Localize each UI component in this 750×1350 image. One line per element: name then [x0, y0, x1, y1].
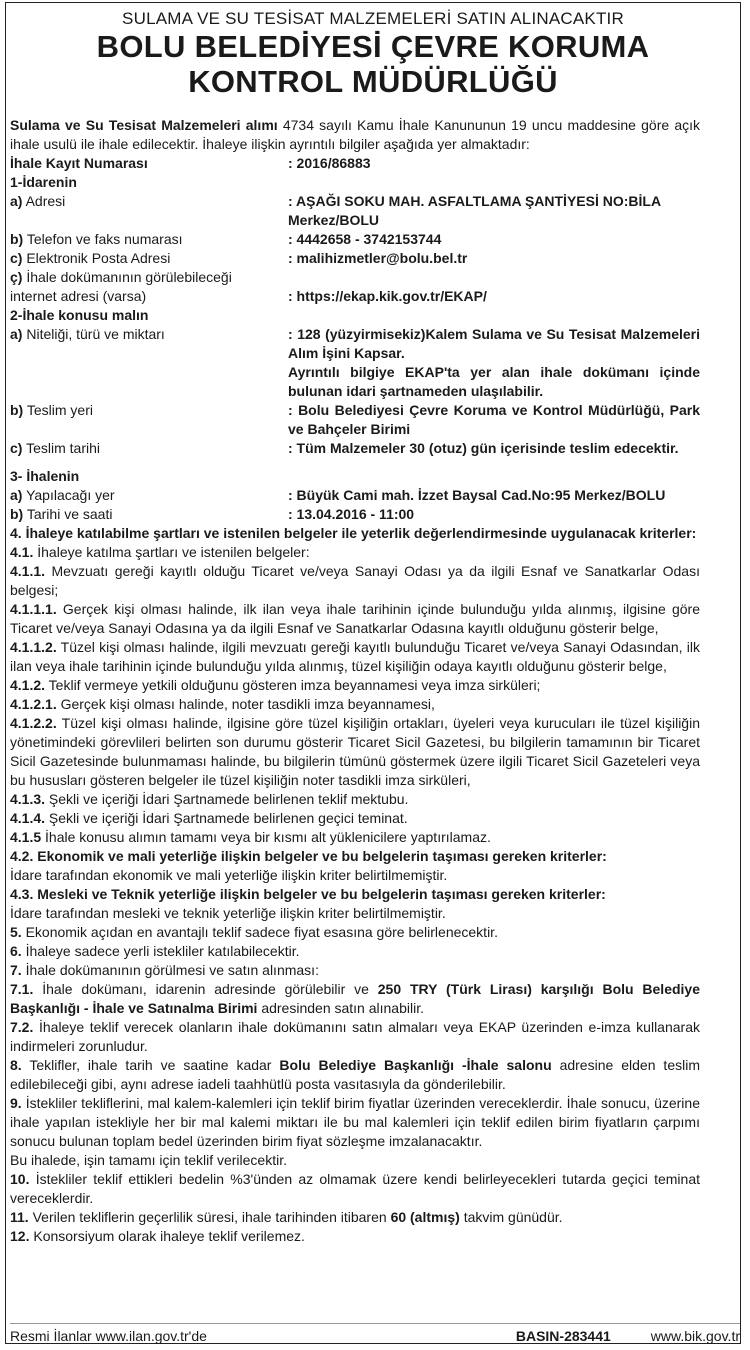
para-4-1-2-1 — [10, 695, 700, 714]
sec1-b-value: : 4442658 - 3742153744 — [288, 231, 442, 247]
para-8-text1: Teklifler, ihale tarih ve saatine kadar — [21, 1057, 280, 1073]
para-12-key: 12. — [10, 1228, 30, 1244]
para-4-1-2-1-text: Gerçek kişi olması halinde, noter tasdikli imza beyannamesi, — [56, 696, 435, 712]
sec2-c-row — [10, 439, 700, 458]
para-4-2-heading: 4.2. Ekonomik ve mali yeterliğe ilişkin belgeler ve bu belgelerin taşıması gereken kriterler: — [10, 848, 607, 864]
para-4-1-3-key: 4.1.3. — [10, 791, 46, 807]
para-4-1-2-1-key: 4.1.2.1. — [10, 696, 57, 712]
sec2-b-row — [10, 401, 700, 439]
para-4-1 — [10, 543, 700, 562]
para-11-key: 11. — [10, 1209, 29, 1225]
para-4-1-3-text: Şekli ve içeriği İdari Şartnamede belirlenen teklif mektubu. — [45, 791, 409, 807]
sec3-a-row — [10, 486, 700, 505]
para-4-1-key: 4.1. — [10, 544, 34, 560]
para-7-2 — [10, 1018, 700, 1056]
para-4-1-1-1-key: 4.1.1.1. — [10, 601, 57, 617]
para-7-key: 7. — [10, 962, 22, 978]
section2-title: 2-İhale konusu malın — [10, 307, 149, 323]
para-11-text1: Verilen tekliflerin geçerlilik süresi, ihale tarihinden itibaren — [28, 1209, 391, 1225]
sec1-a-label: Adresi — [22, 193, 66, 209]
sec2-c-key: c) — [10, 440, 23, 456]
sec2-a-row — [10, 325, 700, 401]
para-11 — [10, 1208, 700, 1227]
sec3-a-label: Yapılacağı yer — [22, 487, 115, 503]
sec2-a-value1: : 128 (yüzyirmisekiz)Kalem Sulama ve Su Tesisat Malzemeleri Alım İşini Kapsar. — [288, 326, 700, 361]
para-12-text: Konsorsiyum olarak ihaleye teklif verilemez. — [29, 1228, 305, 1244]
sec3-b-label: Tarihi ve saati — [23, 506, 113, 522]
section4-title: 4. İhaleye katılabilme şartları ve istenilen belgeler ile yeterlik değerlendirmesinde uygulanacak kriterler: — [10, 525, 697, 541]
para-8-text2: adresine elden teslim edilebileceği gibi, aynı adrese iadeli taahhütlü posta vasıtasıyla da gönderilebilir. — [10, 1057, 700, 1092]
para-8-key: 8. — [10, 1057, 22, 1073]
para-4-2-text: İdare tarafından ekonomik ve mali yeterliğe ilişkin kriter belirtilmemiştir. — [10, 867, 448, 883]
sec2-c-value: : Tüm Malzemeler 30 (otuz) gün içerisinde teslim edecektir. — [288, 440, 679, 456]
para-4-1-1-2-text: Tüzel kişi olması halinde, ilgili mevzuatı gereği kayıtlı bulunduğu Ticaret ve/veya Sanayi Odasından, ilk ilan veya ihale tarihinin içinde bulunduğu yılda alınmış, tüzel kişiliğin odaya kayıtlı olduğunu gösterir belge, — [10, 639, 700, 674]
para-6-key: 6. — [10, 943, 22, 959]
para-4-1-2-key: 4.1.2. — [10, 677, 46, 693]
para-12 — [10, 1227, 700, 1246]
para-10-key: 10. — [10, 1171, 30, 1187]
para-4-1-5-key: 4.1.5 — [10, 829, 42, 845]
sec1-d-key: ç) — [10, 269, 23, 285]
sec1-d-label1: İhale dokümanının görülebileceği — [22, 269, 232, 285]
sec1-c-label: Elektronik Posta Adresi — [22, 250, 171, 266]
para-4-1-text: İhaleye katılma şartları ve istenilen belgeler: — [33, 544, 310, 560]
para-4-1-1-text: Mevzuatı gereği kayıtlı olduğu Ticaret ve/veya Sanayi Odası ya da ilgili Esnaf ve Sanatkarlar Odası belgesi; — [10, 563, 700, 598]
para-11-text2: takvim günüdür. — [459, 1209, 563, 1225]
notice-header — [6, 9, 740, 99]
sec2-a-value2: Ayrıntılı bilgiye EKAP'ta yer alan ihale dokümanı içinde bulunan idari şartnameden ulaşılabilir. — [288, 364, 700, 399]
para-4-1-2-text: Teklif vermeye yetkili olduğunu gösteren imza beyannamesi veya imza sirküleri; — [45, 677, 541, 693]
para-4-1-2-2 — [10, 714, 700, 790]
para-4-1-2-2-key: 4.1.2.2. — [10, 715, 57, 731]
notice-title-line1: BOLU BELEDİYESİ ÇEVRE KORUMA — [96, 29, 650, 64]
sec1-b-label: Telefon ve faks numarası — [23, 231, 183, 247]
para-9-note: Bu ihalede, işin tamamı için teklif verilecektir. — [10, 1152, 287, 1168]
sec1-b-key: b) — [10, 231, 24, 247]
sec2-b-value: : Bolu Belediyesi Çevre Koruma ve Kontrol Müdürlüğü, Park ve Bahçeler Birimi — [288, 402, 700, 437]
para-7-1-key: 7.1. — [10, 981, 34, 997]
footer-basin-code: BASIN-283441 — [515, 1328, 611, 1344]
para-4-1-4-key: 4.1.4. — [10, 810, 46, 826]
para-4-1-5-text: İhale konusu alımın tamamı veya bir kısmı alt yüklenicilere yaptırılamaz. — [41, 829, 491, 845]
sec2-b-label: Teslim yeri — [23, 402, 93, 418]
sec2-b-key: b) — [10, 402, 24, 418]
sec3-b-value: : 13.04.2016 - 11:00 — [288, 506, 415, 522]
sec1-d-value: : https://ekap.kik.gov.tr/EKAP/ — [288, 288, 487, 304]
para-7-1-text1: İhale dokümanı, idarenin adresinde görülebilir ve — [33, 981, 378, 997]
para-9 — [10, 1094, 700, 1151]
sec1-d-row — [10, 268, 700, 306]
para-4-3-text: İdare tarafından mesleki ve teknik yeterliğe ilişkin kriter belirtilmemiştir. — [10, 905, 446, 921]
section3-title: 3- İhalenin — [10, 468, 80, 484]
notice-body — [10, 116, 700, 1246]
para-9-text: İstekliler tekliflerini, mal kalem-kalemleri için teklif birim fiyatlar üzerinden vereceklerdir. İhale sonucu, üzerine ihale yapılan istekliyle her bir mal kalemi miktarı ile bu mal kalemleri için teklif edilen birim fiyatların çarpımı sonucu bulunan toplam bedel üzerinden birim fiyat sözleşme imzalanacaktır. — [10, 1095, 700, 1149]
para-4-1-2 — [10, 676, 700, 695]
sec2-c-label: Teslim tarihi — [22, 440, 100, 456]
notice-footer — [10, 1323, 740, 1344]
section1-title: 1-İdarenin — [10, 174, 77, 190]
para-4-1-4-text: Şekli ve içeriği İdari Şartnamede belirlenen geçici teminat. — [45, 810, 408, 826]
sec3-b-key: b) — [10, 506, 24, 522]
intro-text: 4734 sayılı Kamu İhale Kanununun 19 uncu maddesine göre açık ihale usulü ile ihale edilecektir. İhaleye ilişkin ayrıntılı bilgiler aşağıda yer almaktadır: — [10, 117, 700, 152]
para-4-1-1-2 — [10, 638, 700, 676]
kayit-row — [10, 154, 700, 173]
para-7 — [10, 961, 700, 980]
para-4-3-heading: 4.3. Mesleki ve Teknik yeterliğe ilişkin belgeler ve bu belgelerin taşıması gereken kriterler: — [10, 886, 606, 902]
para-7-1-bold: 250 TRY (Türk Lirası) karşılığı Bolu Belediye Başkanlığı - İhale ve Satınalma Birimi — [10, 981, 700, 1016]
sec1-d-label2: internet adresi (varsa) — [10, 288, 147, 304]
para-4-1-5 — [10, 828, 700, 847]
para-7-1 — [10, 980, 700, 1018]
para-4-1-1-1-text: Gerçek kişi olması halinde, ilk ilan veya ihale tarihinin içinde bulunduğu yılda alınmış, ilgisine göre Ticaret ve/veya Sanayi Odasına ya da ilgili Esnaf ve Sanatkarlar Odasına kayıtlı olduğunu gösterir belge, — [10, 601, 700, 636]
para-10 — [10, 1170, 700, 1208]
para-6-text: İhaleye sadece yerli istekliler katılabilecektir. — [21, 943, 300, 959]
para-11-bold: 60 (altmış) — [390, 1209, 460, 1225]
para-4-1-3 — [10, 790, 700, 809]
sec1-c-key: c) — [10, 250, 23, 266]
para-10-text: İstekliler teklif ettikleri bedelin %3'ünden az olmamak üzere kendi belirleyecekleri tutarda geçici teminat vereceklerdir. — [10, 1171, 700, 1206]
sec3-b-row — [10, 505, 700, 524]
para-5-key: 5. — [10, 924, 22, 940]
intro-paragraph — [10, 116, 700, 154]
sec1-a-row — [10, 192, 700, 230]
para-4-1-1-1 — [10, 600, 700, 638]
para-7-2-key: 7.2. — [10, 1019, 34, 1035]
notice-supertitle: SULAMA VE SU TESİSAT MALZEMELERİ SATIN ALINACAKTIR — [122, 9, 624, 28]
sec2-a-label: Niteliği, türü ve miktarı — [22, 326, 165, 342]
sec1-a-key: a) — [10, 193, 23, 209]
para-5-text: Ekonomik açıdan en avantajlı teklif sadece fiyat esasına göre belirlenecektir. — [21, 924, 498, 940]
para-9-key: 9. — [10, 1095, 22, 1111]
para-4-1-2-2-text: Tüzel kişi olması halinde, ilgisine göre tüzel kişiliğin ortakları, üyeleri veya kurucuları ile tüzel kişiliğin yönetimindeki görevlileri belirten son durumu gösterir Ticaret Sicil Gazetesi, bu bilgilerin tamamının bir Ticaret Sicil Gazetesinde bulunmaması halinde, bu bilgilerin tümünü göstermek üzere ilgili Ticaret Sicil Gazeteleri veya bu hususları gösteren belgeler ile tüzel kişiliğin noter tasdikli imza sirküleri, — [10, 715, 700, 788]
sec1-c-value: : malihizmetler@bolu.bel.tr — [288, 250, 468, 266]
para-4-1-1-key: 4.1.1. — [10, 563, 46, 579]
para-7-1-text2: adresinden satın alınabilir. — [257, 1000, 424, 1016]
sec3-a-key: a) — [10, 487, 23, 503]
para-8-bold: Bolu Belediye Başkanlığı -İhale salonu — [279, 1057, 552, 1073]
para-8 — [10, 1056, 700, 1094]
sec2-a-key: a) — [10, 326, 23, 342]
sec1-c-row — [10, 249, 700, 268]
para-4-1-1-2-key: 4.1.1.2. — [10, 639, 57, 655]
footer-right: www.bik.gov.tr — [650, 1328, 740, 1344]
para-7-2-text: İhaleye teklif verecek olanların ihale dokümanını satın almaları veya EKAP üzerinden e-imza kullanarak indirmeleri zorunludur. — [10, 1019, 700, 1054]
para-6 — [10, 942, 700, 961]
kayit-value: : 2016/86883 — [288, 155, 371, 171]
para-5 — [10, 923, 700, 942]
para-4-1-1 — [10, 562, 700, 600]
footer-left: Resmi İlanlar www.ilan.gov.tr'de — [10, 1328, 207, 1344]
sec1-a-value: : AŞAĞI SOKU MAH. ASFALTLAMA ŞANTİYESİ NO:BİLA Merkez/BOLU — [288, 193, 661, 228]
sec3-a-value: : Büyük Cami mah. İzzet Baysal Cad.No:95 Merkez/BOLU — [288, 487, 666, 503]
kayit-label: İhale Kayıt Numarası — [10, 155, 148, 171]
notice-title-line2: KONTROL MÜDÜRLÜĞÜ — [188, 64, 558, 99]
sec1-b-row — [10, 230, 700, 249]
para-4-1-4 — [10, 809, 700, 828]
para-7-text: İhale dokümanının görülmesi ve satın alınması: — [21, 962, 319, 978]
intro-bold: Sulama ve Su Tesisat Malzemeleri alımı — [10, 117, 278, 133]
